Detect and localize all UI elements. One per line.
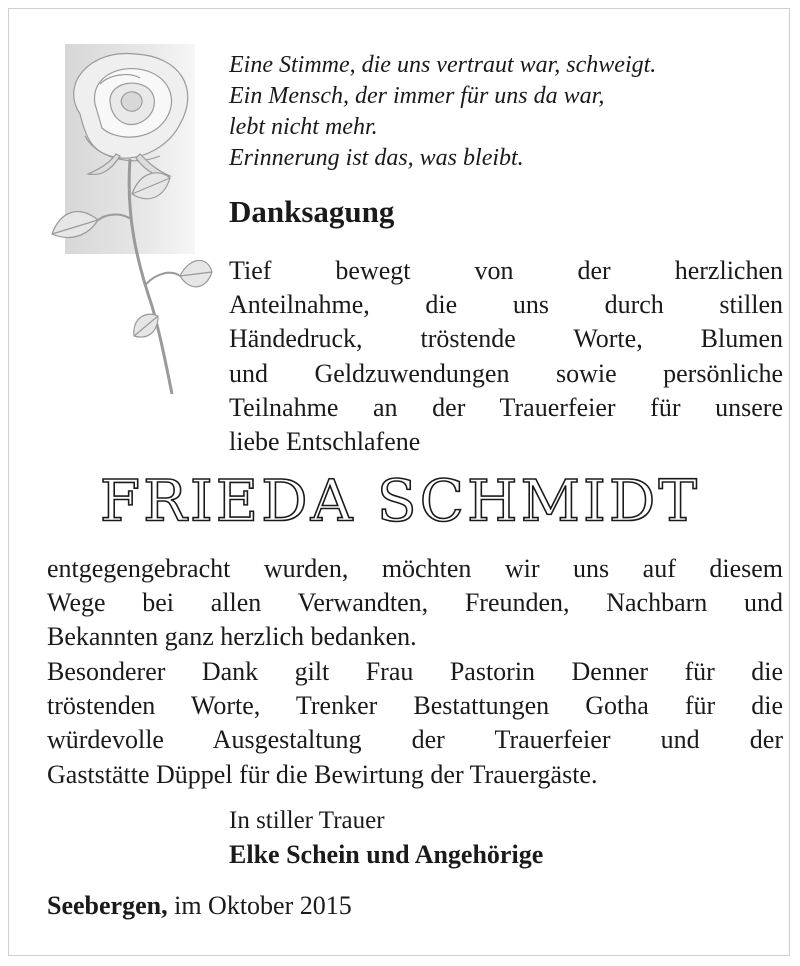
text-line: tröstenden Worte, Trenker Bestattungen Gotha für die <box>47 691 783 721</box>
text-line: und Geldzuwendungen sowie persönliche <box>229 358 783 388</box>
date-text: im Oktober 2015 <box>167 891 352 920</box>
page-title: Danksagung <box>229 194 395 229</box>
text-line: Bekannten ganz herzlich bedanken. <box>47 622 417 652</box>
place-date-line <box>47 889 352 923</box>
text-line: liebe Entschlafene <box>229 426 421 456</box>
thanks-paragraph-special <box>47 655 783 792</box>
thanks-paragraph-main <box>47 552 783 655</box>
place-name: Seebergen, <box>47 891 168 920</box>
text-line: Wege bei allen Verwandten, Freunden, Nachbarn und <box>47 588 783 618</box>
text-line: Tief bewegt von der herzlichen <box>229 256 783 285</box>
poem-verse <box>229 50 789 174</box>
family-signature: Elke Schein und Angehörige <box>229 840 544 869</box>
text-line: würdevolle Ausgestaltung der Trauerfeier und der <box>47 725 783 755</box>
poem-line: Erinnerung ist das, was bleibt. <box>229 145 524 171</box>
mourning-line: In stiller Trauer <box>229 807 385 834</box>
poem-line: Eine Stimme, die uns vertraut war, schweigt. <box>229 52 657 78</box>
text-line: Gaststätte Düppel für die Bewirtung der Trauergäste. <box>47 759 598 789</box>
rose-icon <box>40 44 215 404</box>
text-line: entgegengebracht wurden, möchten wir uns auf diesem <box>47 554 783 583</box>
poem-line: lebt nicht mehr. <box>229 114 378 140</box>
text-line: Händedruck, tröstende Worte, Blumen <box>229 324 783 354</box>
text-line: Anteilnahme, die uns durch stillen <box>229 290 783 320</box>
text-line: Teilnahme an der Trauerfeier für unsere <box>229 392 783 422</box>
poem-line: Ein Mensch, der immer für uns da war, <box>229 83 605 109</box>
text-line: Besonderer Dank gilt Frau Pastorin Denner für die <box>47 657 783 686</box>
thanks-paragraph-intro <box>229 254 783 459</box>
deceased-name: FRIEDA SCHMIDT <box>99 467 701 535</box>
